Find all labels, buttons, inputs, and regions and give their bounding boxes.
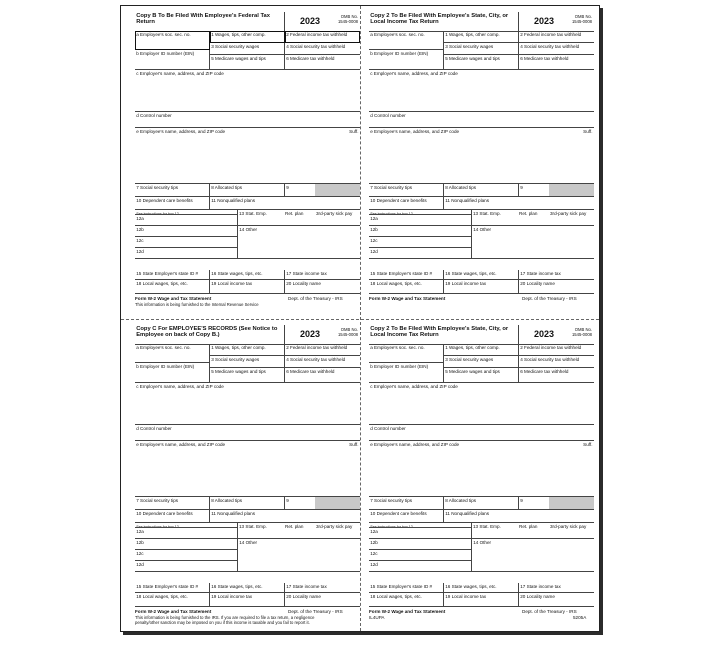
box-13[interactable]	[238, 523, 360, 539]
box-12c-label: 12c	[370, 237, 378, 243]
box-13-ret-plan: Ret. plan	[285, 524, 304, 529]
box-9-label: 9	[286, 184, 289, 190]
box-12d-label: 12d	[136, 561, 144, 567]
box-e-employee-name[interactable]	[135, 128, 360, 184]
box-4-ss-tax-label: 4 Social security tax withheld	[520, 43, 580, 49]
box-17-state-tax[interactable]	[519, 583, 594, 593]
box-e-employee-name-label: e Employee's name, address, and ZIP code	[136, 128, 226, 134]
box-d-control-number[interactable]	[135, 112, 360, 128]
box-19-local-tax-label: 19 Local income tax	[211, 280, 253, 286]
box-6-medicare-tax-label: 6 Medicare tax withheld	[520, 55, 569, 61]
box-11-nonqualified-plans-label: 11 Nonqualified plans	[445, 510, 490, 516]
box-16-state-wages-label: 16 State wages, tips, etc.	[211, 270, 263, 276]
treasury-dept: Dept. of the Treasury - IRS	[288, 296, 343, 301]
box-10-dependent-care-label: 10 Dependent care benefits	[370, 510, 427, 516]
box-4-ss-tax[interactable]	[519, 356, 594, 368]
box-13-ret-plan: Ret. plan	[519, 211, 538, 216]
box-10-dependent-care-label: 10 Dependent care benefits	[136, 510, 193, 516]
box-13[interactable]	[238, 210, 360, 226]
box-13-stat-emp: 13 Stat. Emp.	[239, 211, 267, 216]
box-19-local-tax-label: 19 Local income tax	[445, 280, 487, 286]
box-10-dependent-care[interactable]	[369, 197, 444, 210]
box-14-other-label: 14 Other	[239, 226, 258, 232]
box-1-wages-label: 1 Wages, tips, other comp.	[445, 31, 500, 37]
box-17-state-tax-label: 17 State income tax	[286, 270, 327, 276]
box-12b-label: 12b	[136, 539, 144, 545]
box-11-nonqualified-plans-label: 11 Nonqualified plans	[445, 197, 490, 203]
box-13-stat-emp: 13 Stat. Emp.	[473, 524, 501, 529]
tax-year: 2023	[300, 329, 321, 339]
box-13[interactable]	[472, 523, 594, 539]
box-3-ss-wages[interactable]	[444, 356, 519, 368]
box-5-medicare-wages-label: 5 Medicare wages and tips	[211, 368, 266, 374]
box-c-employer-name-label: c Employer's name, address, and ZIP code	[370, 383, 458, 389]
sheet-code-left: IL4UPA	[369, 615, 385, 620]
tax-year: 2023	[534, 329, 555, 339]
box-b-ein[interactable]	[135, 363, 210, 383]
w2-form-copy-2	[369, 12, 594, 308]
box-c-employer-name[interactable]	[135, 383, 360, 425]
box-9-label: 9	[286, 497, 289, 503]
box-13-stat-emp: 13 Stat. Emp.	[473, 211, 501, 216]
box-7-ss-tips-label: 7 Social security tips	[136, 184, 179, 190]
box-17-state-tax[interactable]	[519, 270, 594, 280]
box-a-employee-ssn-label: a Employee's soc. sec. no.	[136, 31, 191, 37]
box-20-locality[interactable]	[285, 280, 360, 294]
box-e-employee-name[interactable]	[369, 441, 594, 497]
box-c-employer-name-label: c Employer's name, address, and ZIP code	[136, 70, 224, 76]
box-7-ss-tips[interactable]	[135, 184, 210, 197]
box-12b[interactable]	[135, 539, 238, 550]
box-11-nonqualified-plans[interactable]	[444, 510, 594, 523]
box-18-local-wages-label: 18 Local wages, tips, etc.	[136, 593, 188, 599]
box-a-employee-ssn[interactable]	[135, 31, 210, 50]
box-18-local-wages[interactable]	[369, 280, 444, 294]
box-7-ss-tips[interactable]	[369, 497, 444, 510]
box-12a[interactable]	[135, 528, 238, 539]
box-c-employer-name[interactable]	[369, 70, 594, 112]
box-19-local-tax[interactable]	[210, 280, 285, 294]
box-14-other-label: 14 Other	[473, 226, 492, 232]
box-16-state-wages-label: 16 State wages, tips, etc.	[211, 583, 263, 589]
box-3-ss-wages-label: 3 Social security wages	[445, 43, 494, 49]
form-name: Form W-2 Wage and Tax Statement	[135, 296, 212, 301]
box-b-ein[interactable]	[369, 50, 444, 70]
box-12c[interactable]	[369, 237, 472, 248]
box-1-wages[interactable]	[444, 344, 519, 356]
box-14-other[interactable]	[238, 226, 360, 259]
box-4-ss-tax-label: 4 Social security tax withheld	[286, 356, 346, 362]
box-3-ss-wages-label: 3 Social security wages	[211, 43, 260, 49]
form-title	[135, 12, 285, 32]
box-16-state-wages[interactable]	[444, 270, 519, 280]
form-title-label: Copy B To Be Filed With Employee's Federal Tax Return	[136, 12, 271, 25]
box-a-employee-ssn-label: a Employee's soc. sec. no.	[136, 344, 191, 350]
box-20-locality-label: 20 Locality name	[520, 593, 555, 599]
box-13-stat-emp: 13 Stat. Emp.	[239, 524, 267, 529]
box-7-ss-tips-label: 7 Social security tips	[370, 497, 413, 503]
box-d-control-number[interactable]	[135, 425, 360, 441]
box-7-ss-tips[interactable]	[369, 184, 444, 197]
box-a-employee-ssn[interactable]	[369, 344, 444, 363]
suffix-label: Suff.	[349, 441, 359, 447]
box-9-shaded-area	[549, 497, 594, 510]
box-c-employer-name-label: c Employer's name, address, and ZIP code	[136, 383, 224, 389]
box-19-local-tax-label: 19 Local income tax	[445, 593, 487, 599]
box-12a-label: 12a	[370, 215, 378, 221]
box-e-employee-name-label: e Employee's name, address, and ZIP code	[136, 441, 226, 447]
box-18-local-wages[interactable]	[135, 280, 210, 294]
box-12d[interactable]	[369, 561, 472, 572]
box-6-medicare-tax[interactable]	[285, 368, 360, 383]
box-12d[interactable]	[135, 248, 238, 259]
box-17-state-tax-label: 17 State income tax	[520, 583, 561, 589]
box-17-state-tax[interactable]	[285, 583, 360, 593]
box-13[interactable]	[472, 210, 594, 226]
box-4-ss-tax-label: 4 Social security tax withheld	[520, 356, 580, 362]
box-12a-label: 12a	[136, 528, 144, 534]
box-10-dependent-care[interactable]	[135, 510, 210, 523]
box-15-state-id-label: 15 State Employer's state ID #	[370, 270, 433, 276]
box-3-ss-wages-label: 3 Social security wages	[445, 356, 494, 362]
box-16-state-wages[interactable]	[210, 270, 285, 280]
box-10-dependent-care-label: 10 Dependent care benefits	[136, 197, 193, 203]
suffix-label: Suff.	[583, 128, 593, 134]
box-5-medicare-wages[interactable]	[444, 55, 519, 70]
irs-notice: This information is being furnished to the IRS. If you are required to file a tax return, a negligence penalty/other sanction may be imposed on you if this income is taxable and you fail to report it.	[135, 615, 315, 625]
box-19-local-tax-label: 19 Local income tax	[211, 593, 253, 599]
box-6-medicare-tax[interactable]	[285, 55, 360, 70]
box-e-employee-name[interactable]	[369, 128, 594, 184]
form-name: Form W-2 Wage and Tax Statement	[369, 609, 446, 614]
box-d-control-number-label: d Control number	[370, 112, 406, 118]
box-8-allocated-tips-label: 8 Allocated tips	[445, 184, 477, 190]
box-13-sick-pay: 3rd-party sick pay	[550, 524, 587, 529]
box-18-local-wages[interactable]	[135, 593, 210, 607]
box-1-wages-label: 1 Wages, tips, other comp.	[211, 344, 266, 350]
box-16-state-wages-label: 16 State wages, tips, etc.	[445, 270, 497, 276]
box-1-wages-label: 1 Wages, tips, other comp.	[211, 31, 266, 37]
box-19-local-tax[interactable]	[210, 593, 285, 607]
w2-form-copy-1	[135, 12, 360, 308]
box-13-sick-pay: 3rd-party sick pay	[316, 211, 353, 216]
box-8-allocated-tips-label: 8 Allocated tips	[445, 497, 477, 503]
box-10-dependent-care-label: 10 Dependent care benefits	[370, 197, 427, 203]
box-b-ein-label: b Employer ID number (EIN)	[370, 363, 429, 369]
box-12-instructions: See instructions for box 12	[136, 211, 179, 215]
box-17-state-tax-label: 17 State income tax	[286, 583, 327, 589]
box-20-locality[interactable]	[285, 593, 360, 607]
box-8-allocated-tips-label: 8 Allocated tips	[211, 184, 243, 190]
w2-sheet	[120, 5, 600, 632]
box-2-federal-tax[interactable]	[519, 31, 594, 43]
box-20-locality-label: 20 Locality name	[286, 280, 321, 286]
box-6-medicare-tax-label: 6 Medicare tax withheld	[520, 368, 569, 374]
box-11-nonqualified-plans[interactable]	[444, 197, 594, 210]
box-4-ss-tax[interactable]	[285, 356, 360, 368]
box-16-state-wages-label: 16 State wages, tips, etc.	[445, 583, 497, 589]
box-13-ret-plan: Ret. plan	[285, 211, 304, 216]
box-d-control-number-label: d Control number	[136, 425, 172, 431]
tax-year: 2023	[534, 16, 555, 26]
box-7-ss-tips[interactable]	[135, 497, 210, 510]
box-12b-label: 12b	[370, 539, 378, 545]
box-8-allocated-tips-label: 8 Allocated tips	[211, 497, 243, 503]
box-e-employee-name-label: e Employee's name, address, and ZIP code	[370, 441, 460, 447]
box-b-ein-label: b Employer ID number (EIN)	[370, 50, 429, 56]
box-9[interactable]	[285, 497, 360, 510]
box-10-dependent-care[interactable]	[135, 197, 210, 210]
sheet-code-right: 5205A	[573, 615, 587, 620]
box-2-federal-tax[interactable]	[285, 31, 360, 43]
box-1-wages-label: 1 Wages, tips, other comp.	[445, 344, 500, 350]
box-20-locality-label: 20 Locality name	[520, 280, 555, 286]
box-5-medicare-wages-label: 5 Medicare wages and tips	[211, 55, 266, 61]
suffix-label: Suff.	[349, 128, 359, 134]
form-name: Form W-2 Wage and Tax Statement	[369, 296, 446, 301]
box-12a-label: 12a	[136, 215, 144, 221]
box-20-locality-label: 20 Locality name	[286, 593, 321, 599]
box-12b-label: 12b	[136, 226, 144, 232]
box-4-ss-tax-label: 4 Social security tax withheld	[286, 43, 346, 49]
box-11-nonqualified-plans-label: 11 Nonqualified plans	[211, 510, 256, 516]
form-title-label: Copy 2 To Be Filed With Employee's State, City, or Local Income Tax Return	[370, 325, 509, 338]
box-9-shaded-area	[315, 497, 360, 510]
box-12d-label: 12d	[136, 248, 144, 254]
w2-form-copy-3	[135, 325, 360, 625]
treasury-dept: Dept. of the Treasury - IRS	[522, 296, 577, 301]
box-20-locality[interactable]	[519, 593, 594, 607]
box-8-allocated-tips[interactable]	[210, 497, 285, 510]
box-17-state-tax-label: 17 State income tax	[520, 270, 561, 276]
box-2-federal-tax-label: 2 Federal income tax withheld	[286, 31, 348, 37]
box-12c-label: 12c	[136, 550, 144, 556]
box-12-instructions: See instructions for box 12	[370, 524, 413, 528]
omb-number: OMB No. 1545-0008	[571, 327, 592, 337]
box-12b-label: 12b	[370, 226, 378, 232]
horizontal-perforation	[121, 319, 599, 320]
box-9-label: 9	[520, 497, 523, 503]
box-2-federal-tax[interactable]	[285, 344, 360, 356]
box-12b[interactable]	[369, 539, 472, 550]
box-12d-label: 12d	[370, 561, 378, 567]
box-7-ss-tips-label: 7 Social security tips	[136, 497, 179, 503]
omb-number: OMB No. 1545-0008	[337, 327, 358, 337]
box-4-ss-tax[interactable]	[285, 43, 360, 55]
treasury-dept: Dept. of the Treasury - IRS	[288, 609, 343, 614]
box-14-other-label: 14 Other	[239, 539, 258, 545]
box-15-state-id[interactable]	[135, 583, 210, 593]
form-title	[369, 325, 519, 345]
box-2-federal-tax-label: 2 Federal income tax withheld	[520, 344, 582, 350]
box-5-medicare-wages-label: 5 Medicare wages and tips	[445, 368, 500, 374]
box-9-shaded-area	[549, 184, 594, 197]
box-12d-label: 12d	[370, 248, 378, 254]
box-12c[interactable]	[369, 550, 472, 561]
box-12c-label: 12c	[370, 550, 378, 556]
box-3-ss-wages[interactable]	[210, 43, 285, 55]
box-15-state-id[interactable]	[369, 270, 444, 280]
box-5-medicare-wages-label: 5 Medicare wages and tips	[445, 55, 500, 61]
box-15-state-id-label: 15 State Employer's state ID #	[370, 583, 433, 589]
box-12a[interactable]	[369, 215, 472, 226]
box-15-state-id[interactable]	[135, 270, 210, 280]
box-9-label: 9	[520, 184, 523, 190]
irs-notice: This information is being furnished to the Internal Revenue Service	[135, 302, 259, 307]
box-17-state-tax[interactable]	[285, 270, 360, 280]
box-a-employee-ssn-label: a Employee's soc. sec. no.	[370, 31, 425, 37]
box-12a-label: 12a	[370, 528, 378, 534]
box-14-other[interactable]	[472, 226, 594, 259]
box-8-allocated-tips[interactable]	[444, 497, 519, 510]
box-b-ein-label: b Employer ID number (EIN)	[136, 363, 195, 369]
box-14-other[interactable]	[238, 539, 360, 572]
box-9[interactable]	[285, 184, 360, 197]
box-12a[interactable]	[135, 215, 238, 226]
box-d-control-number[interactable]	[369, 112, 594, 128]
tax-year: 2023	[300, 16, 321, 26]
box-b-ein[interactable]	[369, 363, 444, 383]
box-14-other[interactable]	[472, 539, 594, 572]
form-title-label: Copy C For EMPLOYEE'S RECORDS (See Notice to Employee on back of Copy B.)	[136, 325, 278, 338]
form-title	[135, 325, 285, 345]
box-3-ss-wages[interactable]	[444, 43, 519, 55]
box-a-employee-ssn[interactable]	[369, 31, 444, 50]
box-13-sick-pay: 3rd-party sick pay	[316, 524, 353, 529]
box-19-local-tax[interactable]	[444, 593, 519, 607]
box-11-nonqualified-plans[interactable]	[210, 510, 360, 523]
box-18-local-wages-label: 18 Local wages, tips, etc.	[370, 280, 422, 286]
box-12c[interactable]	[135, 237, 238, 248]
box-12-instructions: See instructions for box 12	[136, 524, 179, 528]
box-1-wages[interactable]	[210, 31, 285, 43]
box-16-state-wages[interactable]	[210, 583, 285, 593]
box-2-federal-tax[interactable]	[519, 344, 594, 356]
suffix-label: Suff.	[583, 441, 593, 447]
box-12c-label: 12c	[136, 237, 144, 243]
box-6-medicare-tax-label: 6 Medicare tax withheld	[286, 368, 335, 374]
box-9[interactable]	[519, 497, 594, 510]
box-12b[interactable]	[135, 226, 238, 237]
box-2-federal-tax-label: 2 Federal income tax withheld	[520, 31, 582, 37]
box-d-control-number[interactable]	[369, 425, 594, 441]
box-6-medicare-tax[interactable]	[519, 368, 594, 383]
box-e-employee-name-label: e Employee's name, address, and ZIP code	[370, 128, 460, 134]
box-6-medicare-tax[interactable]	[519, 55, 594, 70]
box-c-employer-name[interactable]	[369, 383, 594, 425]
box-5-medicare-wages[interactable]	[210, 368, 285, 383]
box-18-local-wages-label: 18 Local wages, tips, etc.	[370, 593, 422, 599]
box-12d[interactable]	[369, 248, 472, 259]
box-4-ss-tax[interactable]	[519, 43, 594, 55]
box-10-dependent-care[interactable]	[369, 510, 444, 523]
box-11-nonqualified-plans-label: 11 Nonqualified plans	[211, 197, 256, 203]
omb-number: OMB No. 1545-0008	[571, 14, 592, 24]
box-7-ss-tips-label: 7 Social security tips	[370, 184, 413, 190]
box-6-medicare-tax-label: 6 Medicare tax withheld	[286, 55, 335, 61]
box-8-allocated-tips[interactable]	[444, 184, 519, 197]
box-c-employer-name[interactable]	[135, 70, 360, 112]
box-1-wages[interactable]	[444, 31, 519, 43]
box-12a[interactable]	[369, 528, 472, 539]
omb-number: OMB No. 1545-0008	[337, 14, 358, 24]
box-20-locality[interactable]	[519, 280, 594, 294]
box-d-control-number-label: d Control number	[136, 112, 172, 118]
box-1-wages[interactable]	[210, 344, 285, 356]
box-12c[interactable]	[135, 550, 238, 561]
box-9-shaded-area	[315, 184, 360, 197]
form-title	[369, 12, 519, 32]
box-13-ret-plan: Ret. plan	[519, 524, 538, 529]
box-3-ss-wages[interactable]	[210, 356, 285, 368]
box-15-state-id[interactable]	[369, 583, 444, 593]
box-9[interactable]	[519, 184, 594, 197]
box-e-employee-name[interactable]	[135, 441, 360, 497]
box-3-ss-wages-label: 3 Social security wages	[211, 356, 260, 362]
box-8-allocated-tips[interactable]	[210, 184, 285, 197]
box-2-federal-tax-label: 2 Federal income tax withheld	[286, 344, 348, 350]
w2-form-copy-4	[369, 325, 594, 621]
treasury-dept: Dept. of the Treasury - IRS	[522, 609, 577, 614]
box-15-state-id-label: 15 State Employer's state ID #	[136, 583, 199, 589]
box-18-local-wages[interactable]	[369, 593, 444, 607]
form-name: Form W-2 Wage and Tax Statement	[135, 609, 212, 614]
box-11-nonqualified-plans[interactable]	[210, 197, 360, 210]
box-5-medicare-wages[interactable]	[444, 368, 519, 383]
box-13-sick-pay: 3rd-party sick pay	[550, 211, 587, 216]
box-b-ein-label: b Employer ID number (EIN)	[136, 50, 195, 56]
box-15-state-id-label: 15 State Employer's state ID #	[136, 270, 199, 276]
box-a-employee-ssn[interactable]	[135, 344, 210, 363]
box-18-local-wages-label: 18 Local wages, tips, etc.	[136, 280, 188, 286]
box-12d[interactable]	[135, 561, 238, 572]
box-16-state-wages[interactable]	[444, 583, 519, 593]
form-title-label: Copy 2 To Be Filed With Employee's State, City, or Local Income Tax Return	[370, 12, 509, 25]
box-c-employer-name-label: c Employer's name, address, and ZIP code	[370, 70, 458, 76]
box-a-employee-ssn-label: a Employee's soc. sec. no.	[370, 344, 425, 350]
box-5-medicare-wages[interactable]	[210, 55, 285, 70]
box-12-instructions: See instructions for box 12	[370, 211, 413, 215]
box-19-local-tax[interactable]	[444, 280, 519, 294]
box-12b[interactable]	[369, 226, 472, 237]
box-14-other-label: 14 Other	[473, 539, 492, 545]
box-b-ein[interactable]	[135, 50, 210, 70]
box-d-control-number-label: d Control number	[370, 425, 406, 431]
